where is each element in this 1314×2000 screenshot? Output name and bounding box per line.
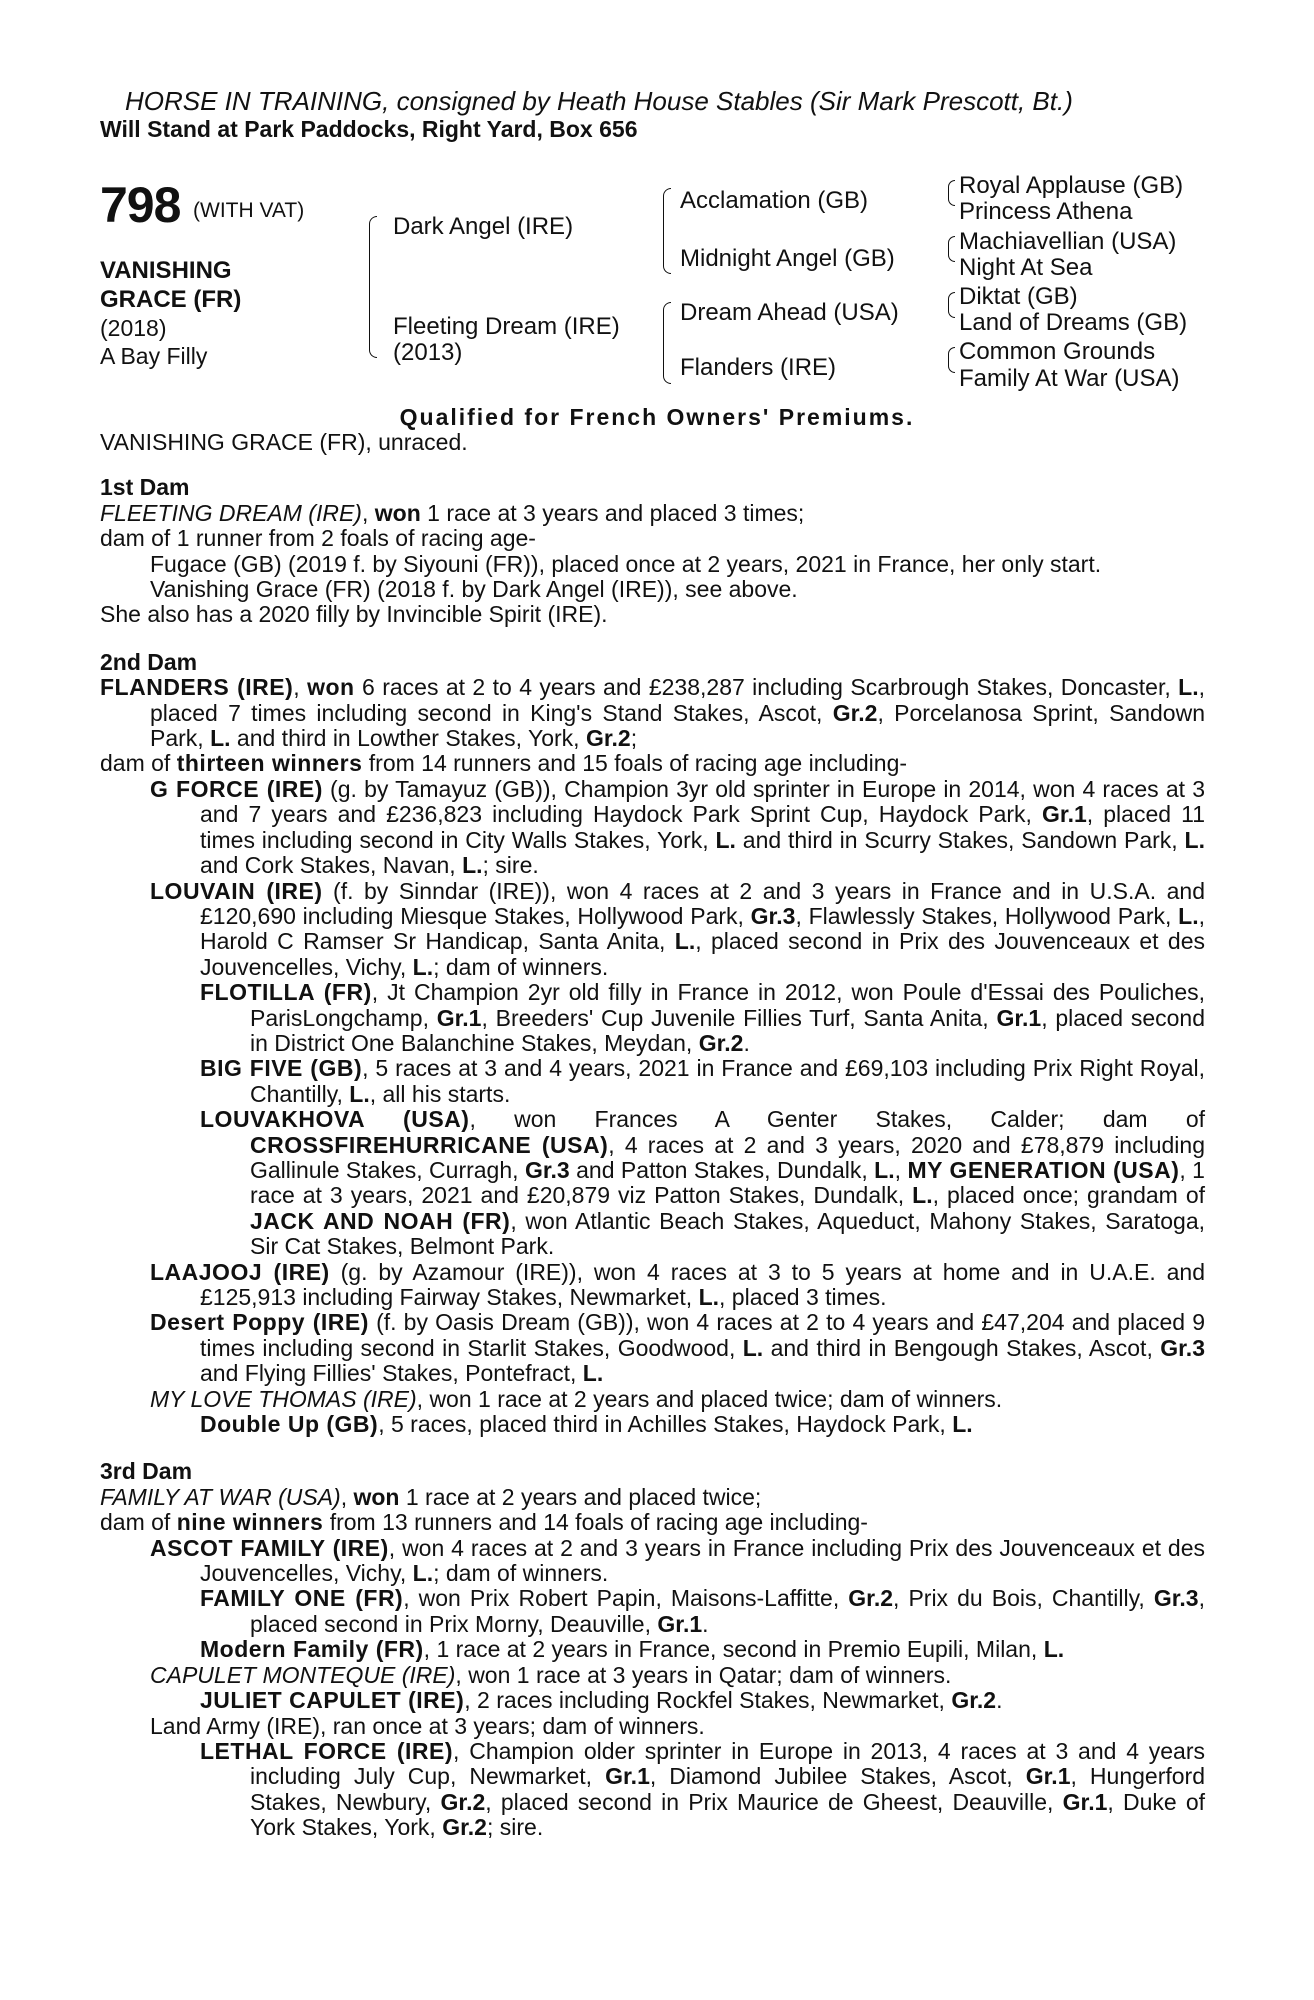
- text-run: ; sire.: [486, 1814, 544, 1841]
- text-run: , 5 races at 3 and 4 years, 2021 in France and £69,103 including Prix Right Royal, Chantilly,: [250, 1055, 1205, 1107]
- horse-name-line-2: GRACE (FR): [100, 286, 242, 313]
- entry-juliet-capulet: [100, 1688, 1205, 1713]
- text-run: from 14 runners and 15 foals of racing age including-: [362, 750, 908, 777]
- text-run: MY GENERATION (USA): [907, 1156, 1180, 1183]
- horse-details: [100, 314, 207, 370]
- pedigree-ddd: Family At War (USA): [959, 365, 1180, 392]
- produce-vanishing-grace: Vanishing Grace (FR) (2018 f. by Dark Angel (IRE)), see above.: [150, 576, 798, 603]
- text-run: Gr.1: [436, 1004, 482, 1031]
- horse-description: A Bay Filly: [100, 343, 208, 369]
- first-dam-produce-summary: dam of 1 runner from 2 foals of racing age-: [100, 525, 536, 552]
- text-run: Gr.2: [832, 699, 878, 726]
- text-run: 6 races at 2 to 4 years and £238,287 including Scarbrough Stakes, Doncaster,: [354, 674, 1179, 701]
- first-dam-record: FLEETING DREAM (IRE), won 1 race at 3 years and placed 3 times;: [100, 499, 805, 526]
- text-run: dam of: [100, 1509, 177, 1536]
- text-run: L.: [742, 1334, 764, 1361]
- text-run: L.: [912, 1182, 933, 1209]
- text-run: Gr.3: [1160, 1334, 1205, 1361]
- text-run: JACK AND NOAH (FR): [250, 1207, 511, 1234]
- text-run: , Porcelanosa Sprint, Sandown Park,: [150, 699, 1205, 752]
- text-run: L.: [462, 852, 483, 879]
- text-run: , placed second in District One Balanchine Stakes, Meydan,: [250, 1004, 1205, 1056]
- text-run: , won 1 race at 3 years in Qatar; dam of winners.: [455, 1661, 952, 1688]
- second-dam-heading: 2nd Dam: [100, 648, 198, 675]
- text-run: , Champion older sprinter in Europe in 2013, 4 races at 3 and 4 years including July Cup, Newmarket,: [250, 1737, 1206, 1790]
- pedigree-dss: Diktat (GB): [959, 283, 1078, 310]
- text-run: won: [374, 499, 421, 526]
- text-run: , Flawlessly Stakes, Hollywood Park,: [795, 902, 1179, 929]
- pedigree-dam: Fleeting Dream (IRE): [393, 313, 620, 340]
- third-dam-heading: 3rd Dam: [100, 1458, 193, 1485]
- text-run: L.: [210, 725, 231, 752]
- text-run: , Jt Champion 2yr old filly in France in 2012, won Poule d'Essai des Pouliches, ParisLongchamp,: [250, 979, 1206, 1031]
- text-run: Gr.3: [1153, 1585, 1199, 1612]
- text-run: Gr.1: [1042, 801, 1087, 828]
- entry-family-one: [100, 1586, 1205, 1637]
- text-run: LOUVAKHOVA (USA): [200, 1106, 470, 1133]
- first-dam-heading: 1st Dam: [100, 474, 190, 501]
- third-dam-produce-summary: [100, 1510, 1205, 1535]
- brace-sire-line: [663, 188, 671, 274]
- pedigree-dam-sire: Dream Ahead (USA): [680, 299, 899, 326]
- text-run: FLOTILLA (FR): [200, 979, 372, 1006]
- text-run: Gr.2: [698, 1029, 744, 1056]
- text-run: .: [743, 1029, 750, 1056]
- text-run: from 13 runners and 14 foals of racing age including-: [323, 1509, 868, 1536]
- text-run: , Breeders' Cup Juvenile Fillies Turf, Santa Anita,: [481, 1004, 997, 1031]
- text-run: and Patton Stakes, Dundalk,: [569, 1156, 875, 1183]
- text-run: , won 1 race at 2 years and placed twice; dam of winners.: [416, 1385, 1003, 1412]
- text-run: Double Up (GB): [200, 1411, 379, 1438]
- text-run: ;: [630, 725, 638, 752]
- text-run: won: [307, 674, 355, 701]
- text-run: Gr.1: [657, 1610, 703, 1637]
- text-run: MY LOVE THOMAS (IRE): [150, 1385, 417, 1412]
- lot-number: 798: [100, 177, 181, 233]
- text-run: dam of: [100, 750, 177, 777]
- text-run: Gr.2: [848, 1585, 894, 1612]
- entry-desert-poppy: [100, 1310, 1205, 1386]
- pedigree-sss: Royal Applause (GB): [959, 172, 1184, 199]
- text-run: Gr.2: [951, 1687, 997, 1714]
- text-run: , placed second in Prix Morny, Deauville,: [250, 1585, 1205, 1637]
- text-run: L.: [412, 1560, 434, 1587]
- brace-7: [948, 347, 955, 373]
- third-dam-record: FAMILY AT WAR (USA), won 1 race at 2 years and placed twice;: [100, 1483, 762, 1510]
- text-run: L.: [698, 1284, 720, 1310]
- stand-location: Will Stand at Park Paddocks, Right Yard, Box 656: [100, 116, 638, 142]
- text-run: , all his starts.: [369, 1080, 511, 1107]
- text-run: Gr.1: [1025, 1763, 1071, 1790]
- text-run: JULIET CAPULET (IRE): [200, 1687, 465, 1714]
- text-run: BIG FIVE (GB): [200, 1055, 363, 1082]
- text-run: L.: [715, 826, 736, 853]
- text-run: Gr.2: [585, 725, 631, 752]
- text-run: (f. by Sinndar (IRE)), won 4 races at 2 and 3 years in France and in U.S.A. and £120,690 including Miesque Stakes, Hollywood Park,: [200, 877, 1206, 929]
- unraced-line: VANISHING GRACE (FR), unraced.: [100, 429, 468, 455]
- text-run: L.: [412, 953, 434, 980]
- text-run: , won Atlantic Beach Stakes, Aqueduct, Mahony Stakes, Saratoga, Sir Cat Stakes, Belmont Park.: [250, 1207, 1206, 1260]
- entry-modern-family: [100, 1637, 1205, 1662]
- pedigree-notes: [100, 430, 1205, 1841]
- text-run: thirteen winners: [176, 750, 363, 777]
- text-run: CROSSFIREHURRICANE (USA): [250, 1131, 609, 1158]
- text-run: , Harold C Ramser Sr Handicap, Santa Anita,: [200, 902, 1205, 955]
- text-run: Desert Poppy (IRE): [150, 1309, 369, 1336]
- text-run: CAPULET MONTEQUE (IRE): [150, 1661, 456, 1688]
- pedigree-sire: Dark Angel (IRE): [393, 213, 574, 240]
- entry-flotilla: [100, 980, 1205, 1056]
- produce-fugace: Fugace (GB) (2019 f. by Siyouni (FR)), placed once at 2 years, 2021 in France, her only start.: [150, 550, 1102, 577]
- text-run: nine winners: [176, 1509, 324, 1536]
- first-dam-note: She also has a 2020 filly by Invincible Spirit (IRE).: [100, 601, 608, 628]
- text-run: and third in Lowther Stakes, York,: [230, 725, 586, 752]
- text-run: ASCOT FAMILY (IRE): [150, 1534, 389, 1561]
- text-run: L.: [349, 1080, 370, 1107]
- brace-4: [948, 180, 955, 206]
- text-run: (g. by Azamour (IRE)), won 4 races at 3 to 5 years at home and in U.A.E. and £125,913 including Fairway Stakes, Newmarket,: [200, 1258, 1206, 1310]
- brace-dam-line: [663, 302, 671, 384]
- text-run: and Cork Stakes, Navan,: [200, 852, 463, 879]
- text-run: L.: [1184, 826, 1205, 853]
- pedigree-sire-dam: Midnight Angel (GB): [680, 245, 895, 272]
- text-run: Gr.1: [605, 1763, 650, 1790]
- pedigree-dam-year: (2013): [393, 339, 463, 366]
- second-dam-record: FLANDERS (IRE), won 6 races at 2 to 4 years and £238,287 including Scarbrough Stakes, Doncaster, L., placed 7 times including second in King's Stand Stakes, Ascot, Gr.2, Porcelanosa Sprint, Sandown Park, L. and third in Lowther Stakes, York, Gr.2;: [100, 674, 1205, 752]
- text-run: and Flying Fillies' Stakes, Pontefract,: [200, 1360, 583, 1387]
- text-run: FLEETING DREAM (IRE): [100, 499, 362, 526]
- text-run: , placed second in Prix des Jouvenceaux et des Jouvencelles, Vichy,: [200, 928, 1205, 980]
- text-run: Modern Family (FR): [200, 1636, 424, 1663]
- text-run: ,: [894, 1156, 908, 1183]
- text-run: Gr.3: [524, 1156, 570, 1183]
- text-run: , placed once; grandam of: [932, 1182, 1206, 1209]
- entry-lethal-force: [100, 1739, 1205, 1841]
- text-run: L.: [1178, 674, 1199, 701]
- entry-my-love-thomas: [100, 1387, 1205, 1412]
- vat-note: (WITH VAT): [193, 199, 305, 222]
- text-run: won: [353, 1483, 400, 1510]
- pedigree-dsd: Land of Dreams (GB): [959, 309, 1188, 336]
- text-run: and third in Bengough Stakes, Ascot,: [763, 1334, 1161, 1361]
- text-run: , 1 race at 2 years in France, second in Premio Eupili, Milan,: [423, 1636, 1044, 1663]
- text-run: L.: [952, 1411, 973, 1438]
- text-run: LAAJOOJ (IRE): [150, 1258, 330, 1285]
- qualification-note: Qualified for French Owners' Premiums.: [399, 404, 915, 430]
- text-run: ; sire.: [482, 852, 539, 879]
- text-run: G FORCE (IRE): [150, 775, 323, 802]
- entry-louvain: [100, 879, 1205, 981]
- pedigree-sire-sire: Acclamation (GB): [680, 187, 869, 214]
- text-run: Gr.1: [1062, 1788, 1108, 1815]
- text-run: , 5 races, placed third in Achilles Stakes, Haydock Park,: [378, 1411, 953, 1438]
- text-run: , 1 race at 3 years, 2021 and £20,879 viz Patton Stakes, Dundalk,: [250, 1156, 1205, 1209]
- text-run: (f. by Oasis Dream (GB)), won 4 races at 2 to 4 years and £47,204 and placed 9 times including second in Starlit Stakes, Goodwood,: [200, 1309, 1205, 1361]
- brace-6: [948, 292, 955, 318]
- text-run: , placed second in Prix Maurice de Gheest, Deauville,: [485, 1788, 1063, 1815]
- text-run: 1 race at 3 years and placed 3 times;: [420, 499, 805, 526]
- text-run: L.: [1043, 1636, 1065, 1663]
- text-run: L.: [674, 928, 696, 955]
- second-dam-produce-summary: [100, 751, 1205, 776]
- entry-land-army: Land Army (IRE), ran once at 3 years; dam of winners.: [150, 1712, 705, 1739]
- text-run: , won 4 races at 2 and 3 years in France including Prix des Jouvenceaux et des Jouvencelles, Vichy,: [200, 1534, 1205, 1587]
- horse-name-line-1: VANISHING: [100, 257, 232, 284]
- text-run: L.: [582, 1360, 604, 1387]
- text-run: FAMILY AT WAR (USA): [100, 1483, 341, 1510]
- text-run: , Prix du Bois, Chantilly,: [893, 1585, 1154, 1612]
- text-run: LETHAL FORCE (IRE): [200, 1737, 454, 1764]
- text-run: .: [996, 1687, 1003, 1714]
- text-run: , 2 races including Rockfel Stakes, Newmarket,: [464, 1687, 952, 1714]
- text-run: , Diamond Jubilee Stakes, Ascot,: [649, 1763, 1026, 1790]
- horse-name: [100, 256, 241, 314]
- text-run: .: [702, 1610, 709, 1637]
- entry-g-force: [100, 777, 1205, 879]
- text-run: ; dam of winners.: [433, 953, 609, 980]
- text-run: FAMILY ONE (FR): [200, 1585, 404, 1612]
- text-run: Gr.2: [442, 1814, 487, 1841]
- text-run: Gr.2: [440, 1788, 486, 1815]
- pedigree-ssd: Princess Athena: [959, 198, 1133, 225]
- entry-ascot-family: [100, 1536, 1205, 1587]
- text-run: , placed 3 times.: [719, 1284, 887, 1310]
- text-run: L.: [874, 1156, 895, 1183]
- entry-laajooj: [100, 1260, 1205, 1311]
- text-run: 1 race at 2 years and placed twice;: [399, 1483, 762, 1510]
- foaling-year: (2018): [100, 315, 167, 341]
- text-run: FLANDERS (IRE): [100, 674, 294, 701]
- text-run: ; dam of winners.: [433, 1560, 609, 1587]
- text-run: , placed 7 times including second in King's Stand Stakes, Ascot,: [150, 674, 1205, 726]
- text-run: , Duke of York Stakes, York,: [250, 1788, 1206, 1841]
- text-run: , won Frances A Genter Stakes, Calder; dam of: [469, 1106, 1206, 1133]
- text-run: , won Prix Robert Papin, Maisons-Laffitte,: [403, 1585, 849, 1612]
- consignor-heading: HORSE IN TRAINING, consigned by Heath House Stables (Sir Mark Prescott, Bt.): [125, 86, 1073, 116]
- text-run: , 4 races at 2 and 3 years, 2020 and £78,879 including Gallinule Stakes, Curragh,: [250, 1131, 1205, 1183]
- entry-louvakhova: [100, 1107, 1205, 1259]
- text-run: , placed 11 times including second in City Walls Stakes, York,: [200, 801, 1205, 853]
- text-run: Gr.3: [750, 902, 796, 929]
- entry-capulet-monteque: [100, 1663, 1205, 1688]
- entry-double-up: [100, 1412, 1205, 1437]
- text-run: and third in Scurry Stakes, Sandown Park,: [735, 826, 1185, 853]
- brace-5: [948, 236, 955, 262]
- text-run: LOUVAIN (IRE): [150, 877, 323, 904]
- pedigree-sdd: Night At Sea: [959, 254, 1093, 281]
- text-run: L.: [1178, 902, 1199, 929]
- text-run: , Hungerford Stakes, Newbury,: [250, 1763, 1205, 1815]
- pedigree-dam-dam: Flanders (IRE): [680, 354, 837, 381]
- text-run: Gr.1: [996, 1004, 1042, 1031]
- pedigree-sds: Machiavellian (USA): [959, 228, 1177, 255]
- entry-big-five: [100, 1056, 1205, 1107]
- brace-sire-dam: [369, 216, 377, 358]
- text-run: (g. by Tamayuz (GB)), Champion 3yr old sprinter in Europe in 2014, won 4 races at 3 and 7 years and £236,823 including Haydock Park Sprint Cup, Haydock Park,: [200, 775, 1205, 828]
- pedigree-dds: Common Grounds: [959, 338, 1156, 365]
